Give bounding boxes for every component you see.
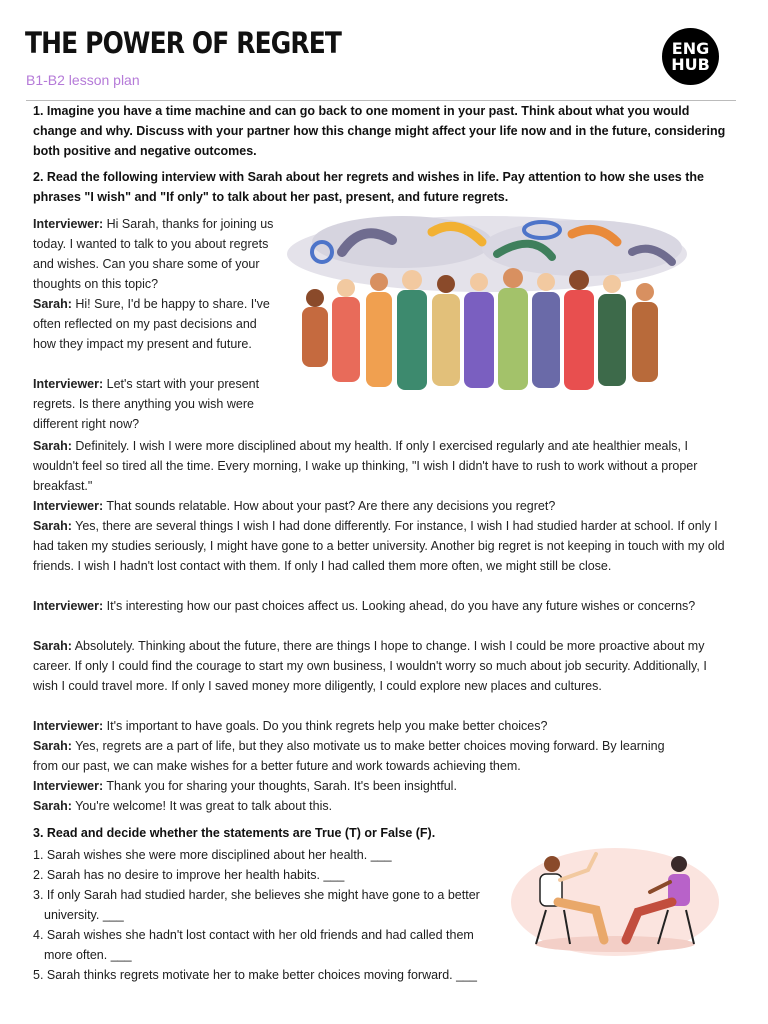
question-2: 2. Read the following interview with Sarah about her regrets and wishes in life. Pay attention to how she uses the phrases "I wish" and "If only" to talk about her past, present, and future regrets. [33,170,704,204]
interview-turn-2 [33,294,277,354]
speaker-label: Sarah: [33,439,72,453]
interview-turn-5 [33,496,735,516]
interview-turn-11 [33,776,735,796]
turn-text: Yes, regrets are a part of life, but they also motivate us to make better choices moving forward. By learning from our past, we can make wishes for a better future and work towards achieving them. [33,739,665,773]
speaker-label: Interviewer: [33,499,104,513]
speaker-label: Sarah: [33,639,72,653]
interview-turn-4 [33,436,735,496]
list-item: 4. Sarah wishes she hadn't lost contact with her old friends and had called them more often. ___ [33,928,474,962]
interview-turn-1 [33,214,277,294]
turn-text: That sounds relatable. How about your past? Are there any decisions you regret? [103,499,556,513]
interview-turn-9 [33,716,735,736]
speaker-label: Sarah: [33,519,72,533]
conversation-illustration [508,840,723,960]
turn-text: Let's start with your present regrets. Is there anything you wish were different right now? [33,377,260,431]
turn-text: Thank you for sharing your thoughts, Sarah. It's been insightful. [103,779,457,793]
turn-text: It's important to have goals. Do you think regrets help you make better choices? [103,719,548,733]
speaker-label: Interviewer: [33,599,104,613]
page-title: THE POWER OF REGRET [25,26,342,60]
turn-text: Definitely. I wish I were more disciplined about my health. If only I exercised regularly and ate healthier meals, I wouldn't feel so tired all the time. Every morning, I wake up thinking, "I wish I didn't have to rush to work without a proper breakfast." [33,439,698,493]
speaker-label: Sarah: [33,297,72,311]
interview-turn-6 [33,516,735,576]
logo-line-1: ENG [671,38,710,58]
question-3: 3. Read and decide whether the statements are True (T) or False (F). [33,826,436,840]
crowd-illustration [282,212,700,402]
turn-text: Hi! Sure, I'd be happy to share. I've often reflected on my past decisions and how they impact my present and future. [33,297,270,351]
eng-hub-logo [662,28,719,85]
list-item: 2. Sarah has no desire to improve her health habits. ___ [33,868,345,882]
speaker-label: Interviewer: [33,377,104,391]
turn-text: You're welcome! It was great to talk about this. [71,799,333,813]
list-item: 1. Sarah wishes she were more disciplined about her health. ___ [33,848,392,862]
turn-text: Yes, there are several things I wish I had done differently. For instance, I wish I had studied harder at school. If only I had taken my studies seriously, I might have gone to a better university. Another big regret is not keeping in touch with my old friends. I wish I hadn't lost contact with them. If only I had called them more often, we might still be close. [33,519,725,573]
interview-turn-10 [33,736,693,776]
turn-text: Hi Sarah, thanks for joining us today. I wanted to talk to you about regrets and wishes. Can you share some of your thoughts on this topic? [33,217,274,291]
interview-turn-3 [33,374,279,434]
speaker-label: Sarah: [33,799,72,813]
interview-turn-8 [33,636,735,696]
page-subtitle: B1-B2 lesson plan [26,72,140,88]
speaker-label: Interviewer: [33,779,104,793]
logo-line-2: HUB [671,54,710,74]
speaker-label: Interviewer: [33,217,104,231]
turn-text: It's interesting how our past choices affect us. Looking ahead, do you have any future wishes or concerns? [103,599,696,613]
turn-text: Absolutely. Thinking about the future, there are things I hope to change. I wish I could be more proactive about my career. If only I could find the courage to start my own business, I wouldn't worry so much about job security. Additionally, I wish I could travel more. If only I saved money more diligently, I could explore new places and cultures. [33,639,707,693]
list-item: 5. Sarah thinks regrets motivate her to make better choices moving forward. ___ [33,968,477,982]
speaker-label: Sarah: [33,739,72,753]
question-1: 1. Imagine you have a time machine and can go back to one moment in your past. Think about what you would change and why. Discuss with your partner how this change might affect your life now and in the future, considering both positive and negative outcomes. [33,104,726,158]
statement-list [33,845,503,985]
speaker-label: Interviewer: [33,719,104,733]
interview-turn-7 [33,596,735,616]
list-item: 3. If only Sarah had studied harder, she believes she might have gone to a better university. ___ [33,888,480,922]
interview-turn-12 [33,796,735,816]
